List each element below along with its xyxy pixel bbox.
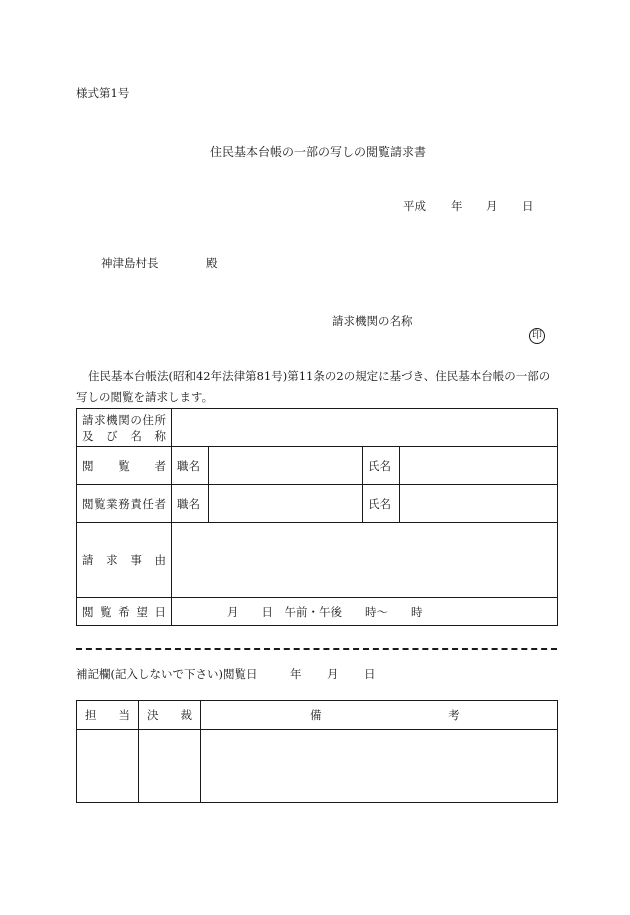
address-row (77, 409, 558, 447)
remarks-header (201, 701, 558, 730)
request-table (76, 408, 558, 626)
approval-stamp-field[interactable] (139, 730, 201, 803)
manager-job-title-label: 職名 (172, 485, 209, 523)
remarks-header-char2: 考 (448, 708, 460, 722)
remarks-header-char1: 備 (310, 708, 322, 722)
date-month-label: 月 (486, 199, 498, 213)
addressee-honorific: 殿 (206, 256, 218, 270)
viewer-row (77, 447, 558, 485)
desired-date-row (77, 598, 558, 626)
office-use-header-row (77, 701, 558, 730)
form-number: 様式第1号 (76, 86, 130, 100)
viewer-name-label: 氏名 (363, 447, 400, 485)
reason-field[interactable] (172, 523, 558, 598)
supplement-label: 補記欄(記入しないで下さい)閲覧日 (76, 667, 258, 681)
manager-name-label: 氏名 (363, 485, 400, 523)
manager-row (77, 485, 558, 523)
manager-label: 閲覧業務責任者 (77, 485, 172, 523)
remarks-field[interactable] (201, 730, 558, 803)
request-statement: 住民基本台帳法(昭和42年法律第81号)第11条の2の規定に基づき、住民基本台帳の一部の写しの閲覧を請求します。 (76, 369, 551, 404)
office-use-table (76, 700, 558, 803)
manager-name-field[interactable] (400, 485, 558, 523)
viewer-label: 閲覧者 (77, 447, 172, 485)
in-charge-stamp-field[interactable] (77, 730, 139, 803)
addressee-name: 神津島村長 (101, 256, 159, 270)
desired-date-label: 閲覧希望日 (77, 598, 172, 626)
address-label-cell (77, 409, 172, 447)
office-use-body-row (77, 730, 558, 803)
document-title: 住民基本台帳の一部の写しの閲覧請求書 (210, 145, 427, 159)
supplement-month-label: 月 (327, 667, 339, 681)
date-era: 平成 (403, 199, 426, 213)
viewer-name-field[interactable] (400, 447, 558, 485)
viewer-job-title-label: 職名 (172, 447, 209, 485)
address-label-line2: 及 び 名 称 (82, 428, 166, 443)
seal-mark-icon: 印 (529, 328, 545, 344)
in-charge-header: 担当 (77, 701, 139, 730)
supplement-year-label: 年 (290, 667, 302, 681)
address-label-line1: 請求機関の住所 (82, 412, 166, 427)
requesting-org-label: 請求機関の名称 (332, 314, 413, 328)
date-year-label: 年 (451, 199, 463, 213)
reason-row (77, 523, 558, 598)
desired-date-field[interactable]: 月 日 午前・午後 時〜 時 (172, 598, 558, 626)
address-field[interactable] (172, 409, 558, 447)
cut-line (76, 648, 557, 650)
reason-label: 請求事由 (77, 523, 172, 598)
approval-header: 決裁 (139, 701, 201, 730)
manager-job-title-field[interactable] (209, 485, 363, 523)
viewer-job-title-field[interactable] (209, 447, 363, 485)
date-day-label: 日 (522, 199, 534, 213)
supplement-day-label: 日 (364, 667, 376, 681)
